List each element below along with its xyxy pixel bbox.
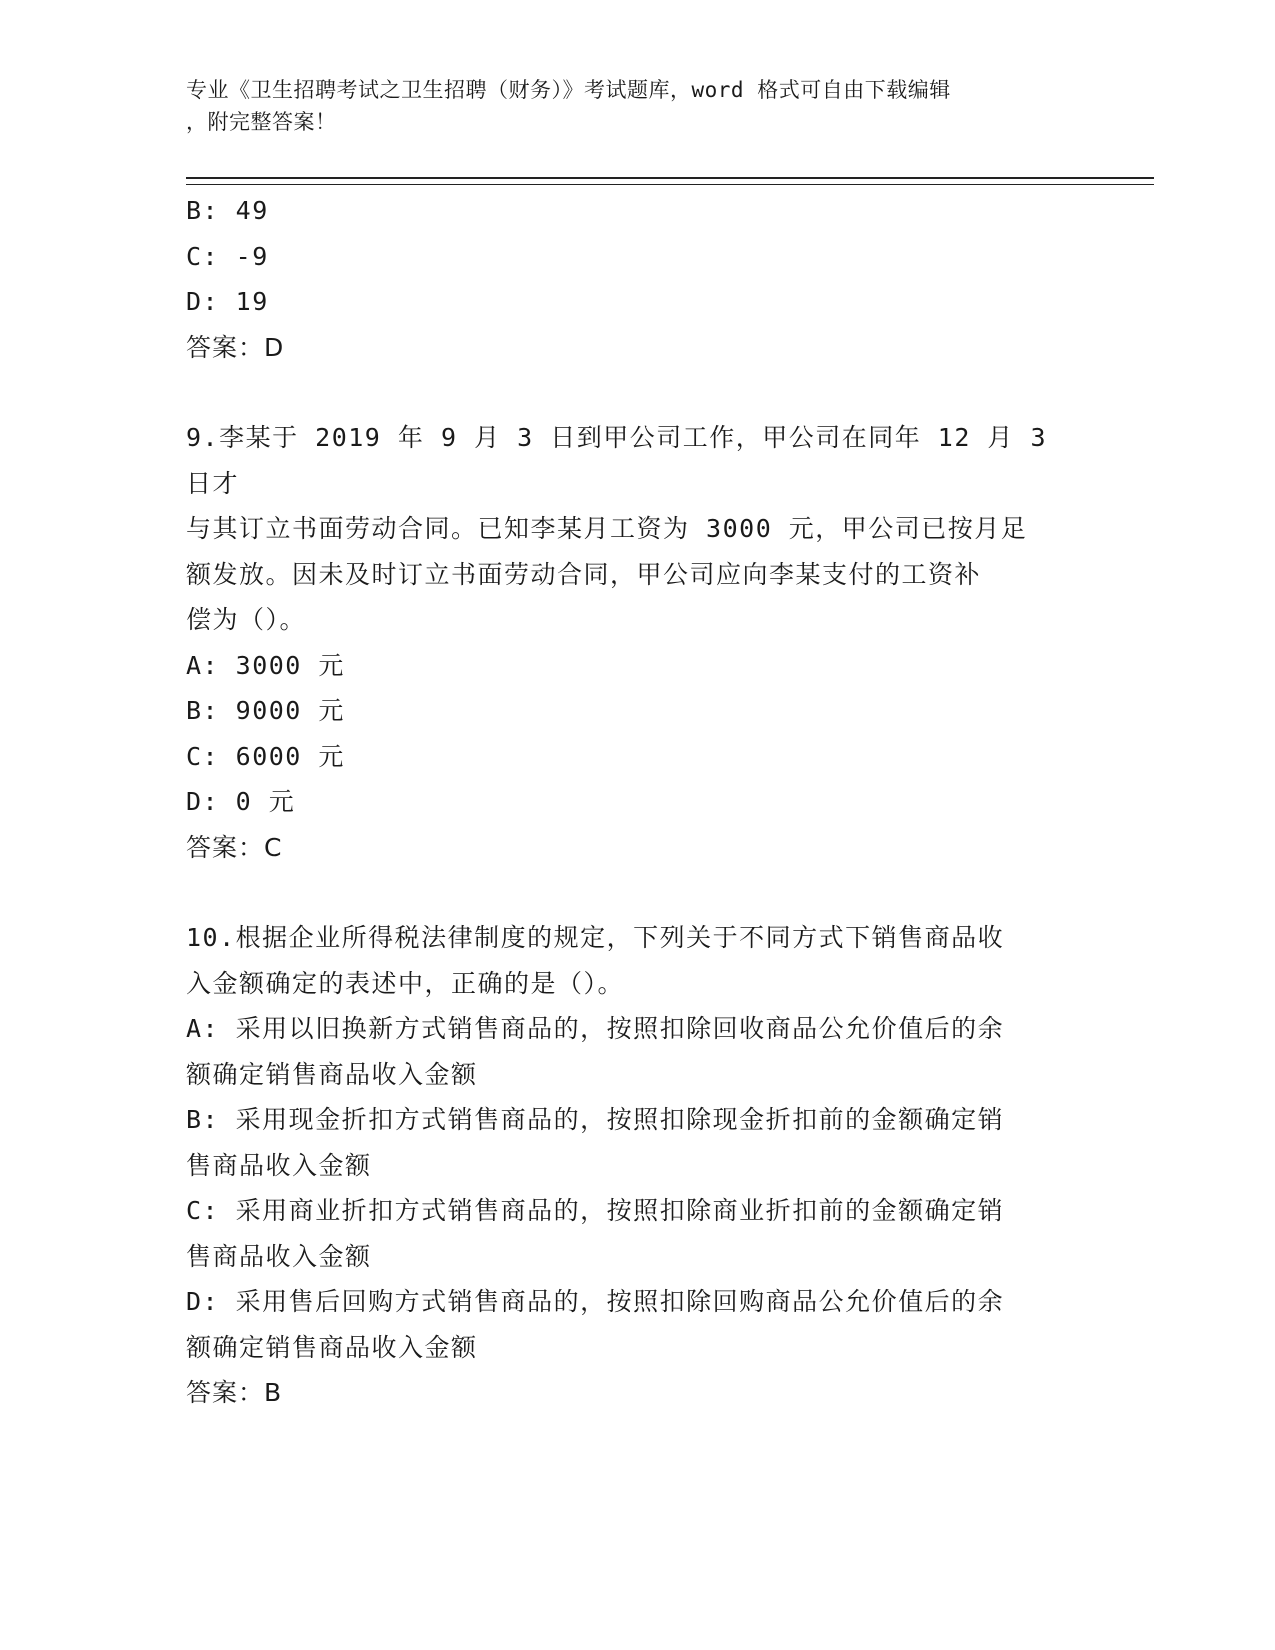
q9-stem-line-3: 额发放。因未及时订立书面劳动合同，甲公司应向李某支付的工资补 <box>186 559 982 589</box>
q10-stem-line-1: 10.根据企业所得税法律制度的规定，下列关于不同方式下销售商品收 <box>186 923 1005 952</box>
q10-option-c-line-1: C: 采用商业折扣方式销售商品的，按照扣除商业折扣前的金额确定销 <box>186 1196 1005 1225</box>
q8-answer: 答案：D <box>186 332 285 362</box>
q10-option-b-line-1: B: 采用现金折扣方式销售商品的，按照扣除现金折扣前的金额确定销 <box>186 1105 1005 1134</box>
q9-option-a: A: 3000 元 <box>186 650 345 680</box>
q9-option-c: C: 6000 元 <box>186 741 345 771</box>
q10-stem-line-2: 入金额确定的表述中，正确的是（）。 <box>186 968 625 998</box>
q9-stem-line-2: 与其订立书面劳动合同。已知李某月工资为 3000 元，甲公司已按月足 <box>186 514 1028 543</box>
page-header <box>186 74 1076 138</box>
q8-option-b: B: 49 <box>186 196 269 225</box>
q8-option-d: D: 19 <box>186 287 269 316</box>
header-divider <box>186 177 1154 185</box>
q10-option-a-line-1: A: 采用以旧换新方式销售商品的，按照扣除回收商品公允价值后的余 <box>186 1014 1005 1043</box>
q10-option-b-line-2: 售商品收入金额 <box>186 1150 372 1180</box>
q10-answer: 答案：B <box>186 1378 283 1407</box>
q10-option-a-line-2: 额确定销售商品收入金额 <box>186 1059 478 1089</box>
question-9 <box>186 415 1076 870</box>
q9-option-b: B: 9000 元 <box>186 696 345 725</box>
header-title-line-2: ，附完整答案！ <box>186 110 337 134</box>
q10-option-c-line-2: 售商品收入金额 <box>186 1241 372 1271</box>
header-title-line-1: 专业《卫生招聘考试之卫生招聘（财务）》考试题库，word 格式可自由下载编辑 <box>186 78 951 102</box>
q8-option-c: C: -9 <box>186 241 269 271</box>
document-body <box>186 188 1076 1416</box>
q9-stem-line-4: 偿为（）。 <box>186 605 307 634</box>
q10-option-d-line-2: 额确定销售商品收入金额 <box>186 1332 478 1362</box>
q10-option-d-line-1: D: 采用售后回购方式销售商品的，按照扣除回购商品公允价值后的余 <box>186 1287 1005 1316</box>
q9-option-d: D: 0 元 <box>186 787 296 816</box>
question-8-tail <box>186 188 1076 370</box>
q9-stem-line-1: 9.李某于 2019 年 9 月 3 日到甲公司工作，甲公司在同年 12 月 3 日才 <box>186 423 1064 498</box>
question-10 <box>186 915 1076 1416</box>
q9-answer: 答案：C <box>186 832 283 862</box>
